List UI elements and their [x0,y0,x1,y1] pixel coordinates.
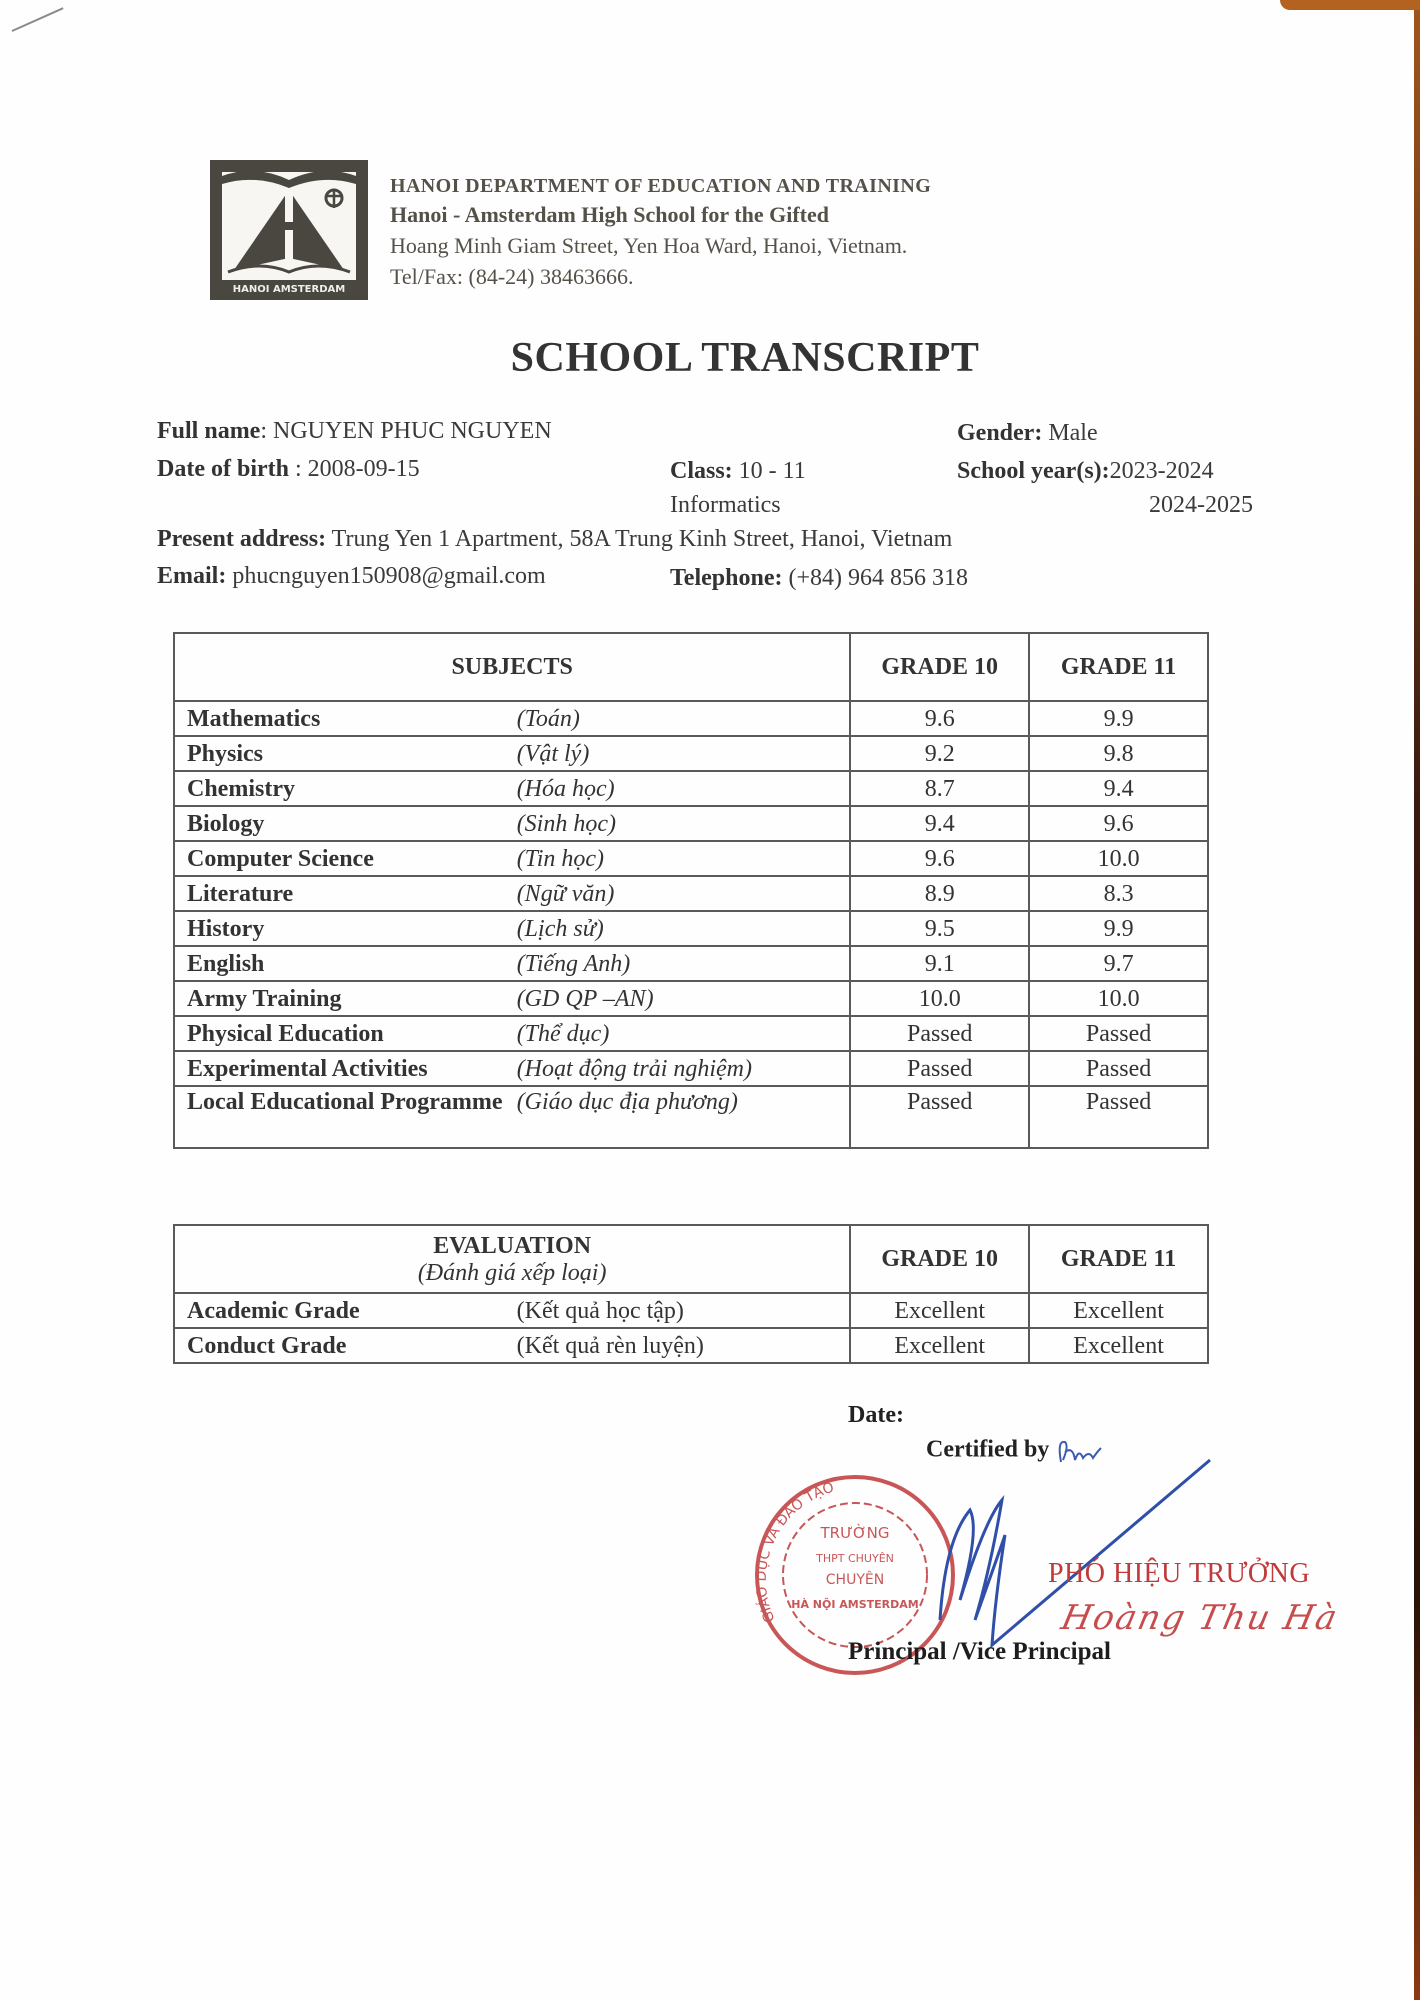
subject-name: Chemistry [174,771,517,806]
address-field [157,526,952,553]
school-logo [210,160,368,300]
letterhead [210,160,931,300]
svg-text:CHUYÊN: CHUYÊN [825,1572,885,1588]
subject-viet-name: (Lịch sử) [517,911,851,946]
full-name-label: Full name [157,418,261,444]
vice-principal-stamp-title: PHÓ HIỆU TRƯỞNG [1048,1558,1311,1589]
dob-label: Date of birth [157,456,289,482]
subject-viet-name: (Thể dục) [517,1016,851,1051]
grade10-value: 10.0 [850,981,1029,1016]
grade10-value: 9.5 [850,911,1029,946]
date-label: Date: [848,1402,904,1428]
email-label: Email: [157,563,227,589]
grade10-value: 9.2 [850,736,1029,771]
subject-viet-name: (Toán) [517,701,851,736]
telephone-label: Telephone: [670,565,783,591]
evaluation-header [174,1225,850,1293]
subjects-header-row [174,633,1208,701]
subject-name: History [174,911,517,946]
table-row [174,876,1208,911]
eval-grade11-header: GRADE 11 [1029,1225,1208,1293]
grade10-value: 9.1 [850,946,1029,981]
subject-viet-name: (Hóa học) [517,771,851,806]
gender-field [957,420,1098,447]
email-value: phucnguyen150908@gmail.com [226,563,546,589]
evaluation-header-row [174,1225,1208,1293]
table-row [174,981,1208,1016]
table-row [174,771,1208,806]
subject-viet-name: (Ngữ văn) [517,876,851,911]
eval-viet: (Kết quả rèn luyện) [517,1328,851,1363]
subject-viet-name: (GD QP –AN) [517,981,851,1016]
subject-name: Army Training [174,981,517,1016]
subject-name: Local Educational Programme [174,1086,517,1148]
document-title: SCHOOL TRANSCRIPT [510,335,980,381]
school-years-field [957,458,1214,485]
eval-name: Conduct Grade [174,1328,517,1363]
subjects-table [173,632,1209,1149]
subject-viet-name: (Vật lý) [517,736,851,771]
subject-viet-name: (Sinh học) [517,806,851,841]
telephone-value: (+84) 964 856 318 [782,565,968,591]
table-row [174,1328,1208,1363]
table-row [174,736,1208,771]
principal-label: Principal /Vice Principal [848,1638,1111,1665]
svg-text:HÀ NỘI AMSTERDAM: HÀ NỘI AMSTERDAM [791,1598,919,1611]
full-name-field [157,418,552,445]
subject-name: Experimental Activities [174,1051,517,1086]
subject-viet-name: (Hoạt động trải nghiệm) [517,1051,851,1086]
table-row [174,1051,1208,1086]
table-row [174,701,1208,736]
address-label: Present address: [157,526,327,552]
eval-grade10: Excellent [850,1293,1029,1328]
table-row [174,911,1208,946]
grade10-value: Passed [850,1086,1029,1148]
eval-viet: (Kết quả học tập) [517,1293,851,1328]
class-major: Informatics [670,492,781,518]
eval-grade10-header: GRADE 10 [850,1225,1029,1293]
class-value: 10 - 11 [732,458,806,484]
grade11-value: 10.0 [1029,841,1208,876]
table-row [174,841,1208,876]
grade10-value: 8.9 [850,876,1029,911]
signer-handwritten-name: Hoàng Thu Hà [1057,1598,1343,1638]
table-row [174,1016,1208,1051]
grade10-value: Passed [850,1051,1029,1086]
school-name: Hanoi - Amsterdam High School for the Gifted [390,202,829,227]
grade11-value: Passed [1029,1016,1208,1051]
grade10-value: 9.4 [850,806,1029,841]
subject-viet-name: (Tiếng Anh) [517,946,851,981]
evaluation-header-title: EVALUATION [433,1232,592,1259]
evaluation-table [173,1224,1209,1364]
grade11-value: 9.7 [1029,946,1208,981]
logo-text: HANOI AMSTERDAM [232,284,346,295]
table-row [174,946,1208,981]
certified-by-text: Certified by [926,1436,1050,1463]
grade11-value: 9.6 [1029,806,1208,841]
table-row [174,1293,1208,1328]
school-address: Hoang Minh Giam Street, Yen Hoa Ward, Hanoi, Vietnam. [390,233,908,258]
gender-value: Male [1042,420,1098,446]
school-telfax: Tel/Fax: (84-24) 38463666. [390,264,634,289]
grade10-value: Passed [850,1016,1029,1051]
grade10-header: GRADE 10 [850,633,1029,701]
table-row [174,1086,1208,1148]
subject-name: Mathematics [174,701,517,736]
full-name-value: : NGUYEN PHUC NGUYEN [260,418,552,444]
address-value: Trung Yen 1 Apartment, 58A Trung Kinh Street, Hanoi, Vietnam [326,526,953,552]
subject-name: English [174,946,517,981]
gender-label: Gender: [957,420,1043,446]
dob-value: : 2008-09-15 [288,456,420,482]
grade11-value: 10.0 [1029,981,1208,1016]
grade11-value: 9.8 [1029,736,1208,771]
subject-name: Literature [174,876,517,911]
school-years-label: School year(s): [957,458,1110,484]
grade11-value: Passed [1029,1051,1208,1086]
grade11-value: 8.3 [1029,876,1208,911]
dob-field [157,456,420,483]
evaluation-header-viet: (Đánh giá xếp loại) [417,1259,607,1286]
table-row [174,806,1208,841]
grade10-value: 9.6 [850,701,1029,736]
class-field [670,458,806,485]
grade11-value: 9.9 [1029,701,1208,736]
department-name: HANOI DEPARTMENT OF EDUCATION AND TRAINING [390,175,932,197]
eval-grade10: Excellent [850,1328,1029,1363]
svg-text:GIÁO DỤC VÀ ĐÀO TẠO: GIÁO DỤC VÀ ĐÀO TẠO [753,1479,837,1625]
subject-viet-name: (Giáo dục địa phương) [517,1086,851,1148]
page-edge-shadow [1414,0,1420,2000]
subject-name: Biology [174,806,517,841]
eval-name: Academic Grade [174,1293,517,1328]
svg-text:THPT CHUYÊN: THPT CHUYÊN [816,1552,894,1565]
grade11-value: 9.9 [1029,911,1208,946]
class-label: Class: [670,458,733,484]
subjects-header: SUBJECTS [174,633,850,701]
school-year-2: 2024-2025 [1149,492,1253,518]
grade11-header: GRADE 11 [1029,633,1208,701]
svg-text:TRƯỜNG: TRƯỜNG [820,1524,890,1542]
page-corner-background [1280,0,1420,10]
grade11-value: Passed [1029,1086,1208,1148]
pencil-mark [12,7,64,32]
subject-name: Physics [174,736,517,771]
email-field [157,563,546,590]
eval-grade11: Excellent [1029,1328,1208,1363]
subject-name: Physical Education [174,1016,517,1051]
grade10-value: 8.7 [850,771,1029,806]
eval-grade11: Excellent [1029,1293,1208,1328]
telephone-field [670,565,968,592]
grade11-value: 9.4 [1029,771,1208,806]
grade10-value: 9.6 [850,841,1029,876]
subject-viet-name: (Tin học) [517,841,851,876]
school-year-1: 2023-2024 [1109,458,1214,484]
subject-name: Computer Science [174,841,517,876]
